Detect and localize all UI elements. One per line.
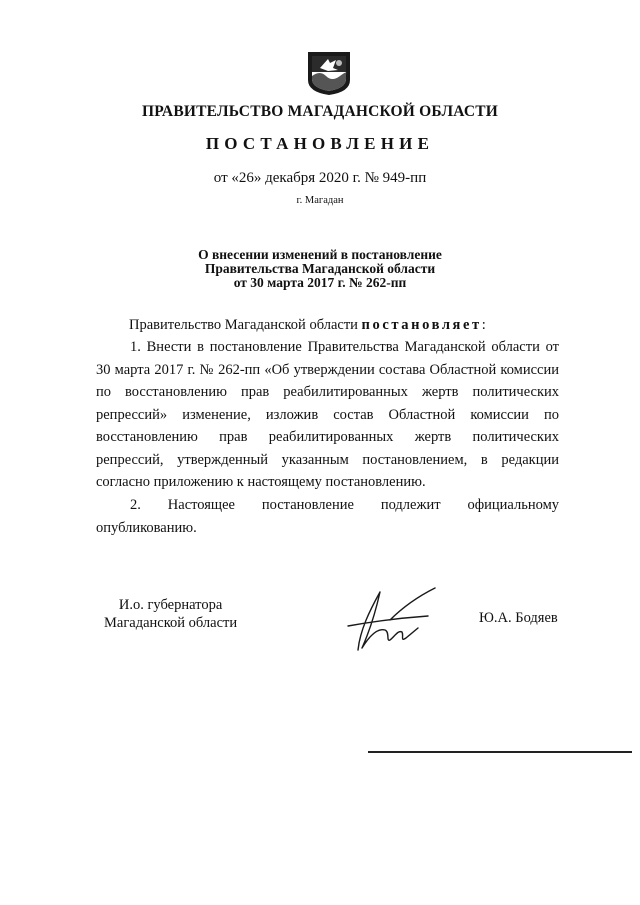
handwritten-signature-icon	[340, 580, 440, 660]
divider-line	[368, 751, 632, 753]
preamble-verb: постановляет	[361, 317, 482, 333]
document-city: г. Магадан	[296, 195, 344, 206]
subject-line: О внесении изменений в постановление	[198, 247, 442, 262]
position-line: И.о. губернатора	[118, 597, 223, 613]
position-line: Магаданской области	[104, 615, 238, 631]
preamble	[129, 317, 486, 334]
subject-line: Правительства Магаданской области	[204, 261, 436, 276]
signer-name: Ю.А. Бодяев	[479, 610, 558, 626]
preamble-end: :	[481, 317, 486, 333]
paragraph-1: 1. Внести в постановление Правительства Магаданской области от 30 марта 2017 г. № 262-пп «Об утверждении состава Областной комиссии по восстановлению прав реабилитированных жертв политических репрессий» изменение, изложив состав Областной комиссии по восстановлению прав реабилитированных жертв политических репрессий, утвержденный указанным постановлением, в редакции согласно приложению к настоящему постановлению.	[96, 339, 559, 490]
document-type: ПОСТАНОВЛЕНИЕ	[205, 134, 435, 153]
document-subject	[0, 248, 640, 290]
paragraph-2: 2. Настоящее постановление подлежит официальному опубликованию.	[96, 497, 559, 536]
signatory-position	[104, 596, 237, 632]
preamble-lead: Правительство Магаданской области	[129, 317, 362, 333]
organization-title: ПРАВИТЕЛЬСТВО МАГАДАНСКОЙ ОБЛАСТИ	[141, 103, 499, 120]
subject-line: от 30 марта 2017 г. № 262-пп	[233, 275, 407, 290]
document-date-number: от «26» декабря 2020 г. № 949-пп	[213, 170, 427, 186]
coat-of-arms-icon	[306, 50, 352, 96]
